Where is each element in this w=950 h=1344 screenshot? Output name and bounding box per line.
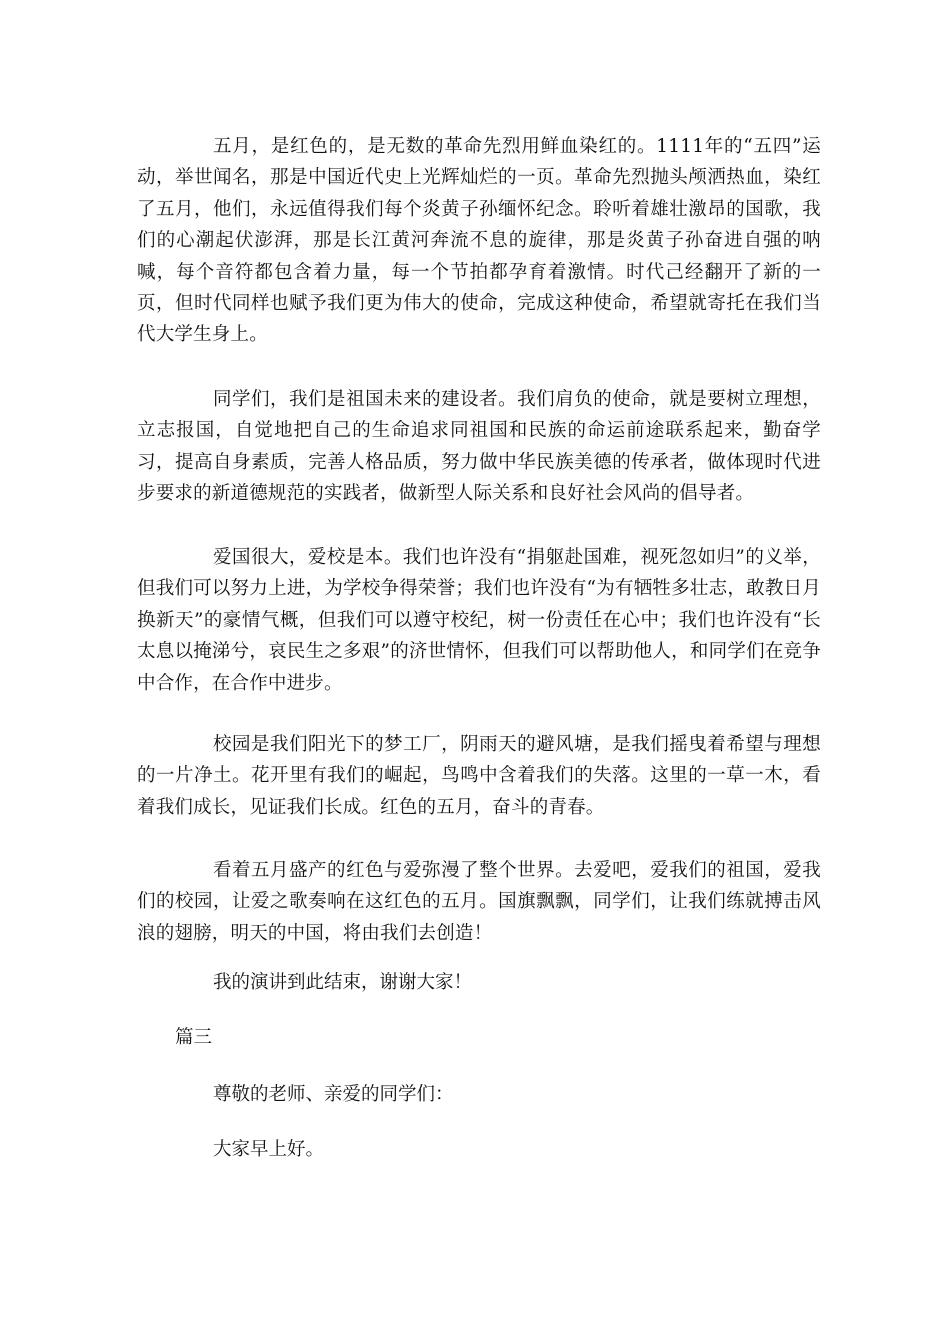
paragraph-campus: 校园是我们阳光下的梦工厂，阴雨天的避风塘，是我们摇曳着希望与理想的一片净土。花开里有我们的崛起，鸟鸣中含着我们的失落。这里的一草一木，看着我们成长，见证我们长成。红色的五月，奋斗的青春。: [137, 734, 821, 818]
paragraph-may-red: 五月，是红色的，是无数的革命先烈用鲜血染红的。1111年的“五四”运动，举世闻名，那是中国近代史上光辉灿烂的一页。革命先烈抛头颅洒热血，染红了五月，他们，永远值得我们每个炎黄子孙缅怀纪念。聆听着雄壮激昂的国歌，我们的心潮起伏澎湃，那是长江黄河奔流不息的旋律，那是炎黄子孙奋进自强的呐喊，每个音符都包含着力量，每一个节拍都孕育着激情。时代己经翻开了新的一页，但时代同样也赋予我们更为伟大的使命，完成这种使命，希望就寄托在我们当代大学生身上。: [137, 136, 821, 346]
paragraph-love-school: 爱国很大，爱校是本。我们也许没有“捐躯赴国难，视死忽如归”的义举，但我们可以努力上进，为学校争得荣誉；我们也许没有“为有牺牲多壮志，敢教日月换新天”的豪情气概，但我们可以遵守校纪，树一份责任在心中；我们也许没有“长太息以掩涕兮，哀民生之多艰”的济世情怀，但我们可以帮助他人，和同学们在竞争中合作，在合作中进步。: [137, 547, 821, 694]
paragraph-love-world: 看着五月盛产的红色与爱弥漫了整个世界。去爱吧，爱我们的祖国，爱我们的校园，让爱之歌奏响在这红色的五月。国旗飘飘，同学们，让我们练就搏击风浪的翅膀，明天的中国，将由我们去创造！: [137, 860, 821, 944]
closing-line: 我的演讲到此结束，谢谢大家！: [213, 972, 473, 993]
salutation: 尊敬的老师、亲爱的同学们：: [213, 1084, 454, 1105]
section-heading: 篇三: [175, 1027, 213, 1048]
greeting: 大家早上好。: [213, 1139, 325, 1160]
paragraph-builders: 同学们，我们是祖国未来的建设者。我们肩负的使命，就是要树立理想，立志报国，自觉地把自己的生命追求同祖国和民族的命运前途联系起来，勤奋学习，提高自身素质，完善人格品质，努力做中华民族美德的传承者，做体现时代进步要求的新道德规范的实践者，做新型人际关系和良好社会风尚的倡导者。: [137, 389, 821, 505]
